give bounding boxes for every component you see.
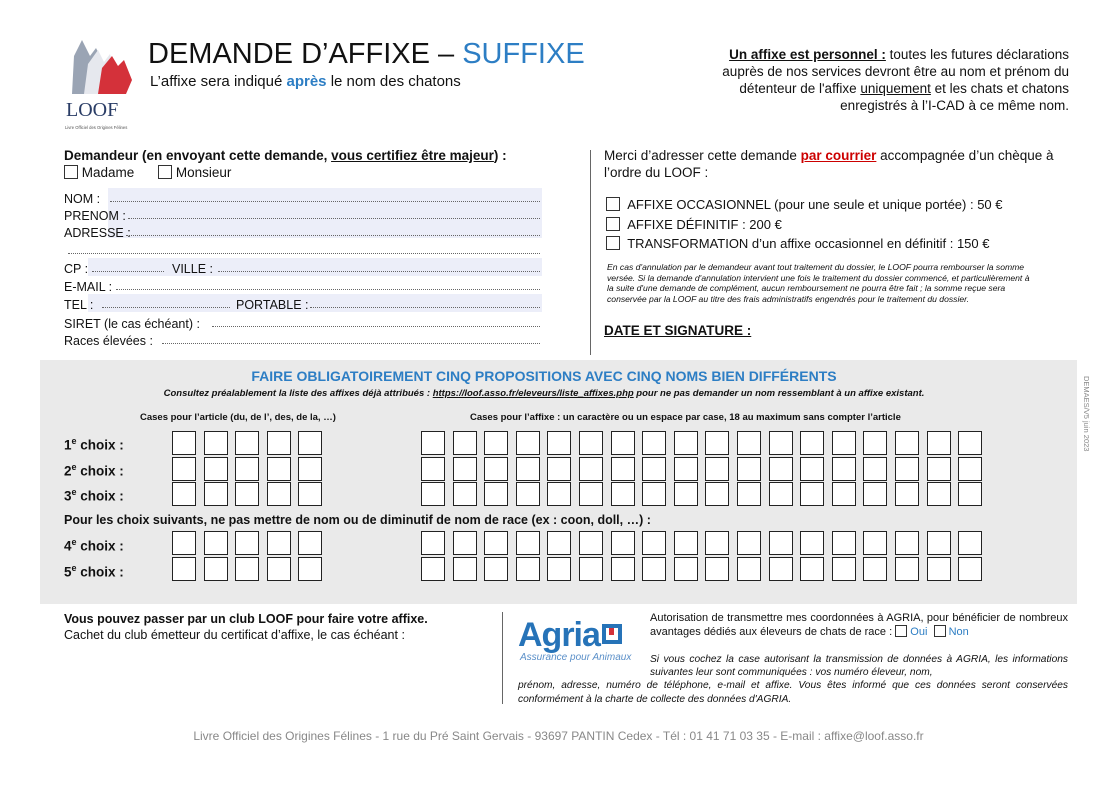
document-code: DEMAES/V5 juin 2023 xyxy=(1082,376,1091,452)
option-transformation[interactable]: TRANSFORMATION d’un affixe occasionnel en définitif : 150 € xyxy=(606,236,989,251)
siret-field[interactable] xyxy=(212,317,540,327)
article-boxes-header: Cases pour l’article (du, de l’, des, de la, …) xyxy=(140,412,336,423)
occasionnel-checkbox[interactable] xyxy=(606,197,620,211)
option-occasionnel[interactable]: AFFIXE OCCASIONNEL (pour une seule et unique portée) : 50 € xyxy=(606,197,1003,212)
choice-1-label: 1e choix : xyxy=(64,436,124,453)
page-title: DEMANDE D’AFFIXE – SUFFIXE xyxy=(148,38,585,70)
madame-label: Madame xyxy=(81,165,135,180)
nom-field[interactable] xyxy=(110,192,540,202)
email-label: E-MAIL : xyxy=(64,280,113,294)
portable-label: PORTABLE : xyxy=(236,298,309,312)
choice-3-label: 3e choix : xyxy=(64,487,124,504)
payment-instructions: Merci d’adresser cette demande par courrier accompagnée d’un chèque à l’ordre du LOOF : xyxy=(604,148,1054,180)
races-field[interactable] xyxy=(162,334,540,344)
choice-2-label: 2e choix : xyxy=(64,462,124,479)
tel-field[interactable] xyxy=(102,298,230,308)
affix-boxes-header: Cases pour l’affixe : un caractère ou un espace par case, 18 au maximum sans compter l’article xyxy=(470,412,901,423)
personal-affix-note: Un affixe est personnel : toutes les futures déclarations auprès de nos services devront être au nom et prénom du détenteur de l'affixe uniquement et les chats et chatons enregistrés à l’I-CAD à ce même nom. xyxy=(722,47,1069,113)
club-note: Vous pouvez passer par un club LOOF pour faire votre affixe. xyxy=(64,612,428,626)
cancellation-note: En cas d'annulation par le demandeur avant tout traitement du dossier, le LOOF pourra rembourser la somme versée. Si la demande d'annulation intervient une fois le traitement du dossier commencé, et particulièrement à la suite d'une demande de complément, aucun remboursement ne pourra être fait ; la somme reçue sera conservée par la LOOF au titre des frais administratifs engendrés pour le traitement du dossier. xyxy=(607,262,1030,304)
agria-transmission-note: Si vous cochez la case autorisant la transmission de données à AGRIA, les informations suivantes leur sont communiquées : vos numéro éleveur, nom, prénom, adresse, numéro de téléphone, e-mail et affixe. Vous êtes informé que ces données seront conservées conformément à la charte de collecte des données d'AGRIA. xyxy=(518,654,1068,705)
applicant-heading: Demandeur (en envoyant cette demande, vous certifiez être majeur) : xyxy=(64,148,507,163)
adresse-field[interactable] xyxy=(126,226,540,236)
monsieur-label: Monsieur xyxy=(175,165,232,180)
portable-field[interactable] xyxy=(310,298,540,308)
siret-label: SIRET (le cas échéant) : xyxy=(64,317,200,331)
bottom-divider xyxy=(502,612,503,704)
ville-label: VILLE : xyxy=(172,262,213,276)
transformation-checkbox[interactable] xyxy=(606,236,620,250)
prenom-field[interactable] xyxy=(128,209,540,219)
cat-logo-icon xyxy=(64,34,138,134)
loof-logo xyxy=(64,34,138,134)
definitif-checkbox[interactable] xyxy=(606,217,620,231)
agria-oui-checkbox[interactable] xyxy=(895,625,907,637)
svg-text:LOOF: LOOF xyxy=(66,99,119,121)
club-stamp-label: Cachet du club émetteur du certificat d’affixe, le cas échéant : xyxy=(64,628,405,642)
column-divider xyxy=(590,150,591,355)
agria-logo: Agria Assurance pour Animaux xyxy=(518,616,632,663)
agria-authorization: Autorisation de transmettre mes coordonnées à AGRIA, pour bénéficier de nombreux avantages dédiés aux éleveurs de chats de race : Oui Non xyxy=(650,612,1068,638)
ville-field[interactable] xyxy=(218,262,540,272)
date-signature-label: DATE ET SIGNATURE : xyxy=(604,323,752,338)
proposals-title: FAIRE OBLIGATOIREMENT CINQ PROPOSITIONS AVEC CINQ NOMS BIEN DIFFÉRENTS xyxy=(251,368,837,384)
monsieur-checkbox[interactable] xyxy=(158,165,172,179)
madame-checkbox[interactable] xyxy=(64,165,78,179)
civility-row xyxy=(64,165,231,180)
following-choices-note: Pour les choix suivants, ne pas mettre de nom ou de diminutif de nom de race (ex : coon, doll, …) : xyxy=(64,513,651,527)
prenom-label: PRENOM : xyxy=(64,209,126,223)
page-subtitle: L’affixe sera indiqué après le nom des chatons xyxy=(150,73,461,90)
option-definitif[interactable]: AFFIXE DÉFINITIF : 200 € xyxy=(606,217,782,232)
svg-text:Livre Officiel des Origines Fé: Livre Officiel des Origines Félines xyxy=(65,125,128,130)
agria-mark-icon xyxy=(602,624,622,644)
choice-5-label: 5e choix : xyxy=(64,563,124,580)
cp-label: CP : xyxy=(64,262,89,276)
consult-note: Consultez préalablement la liste des affixes déjà attribués : https://loof.asso.fr/eleveurs/liste_affixes.php pour ne pas demander un nom ressemblant à un affixe existant. xyxy=(163,388,925,399)
nom-label: NOM : xyxy=(64,192,101,206)
email-field[interactable] xyxy=(116,280,540,290)
choice-4-label: 4e choix : xyxy=(64,537,124,554)
cp-field[interactable] xyxy=(92,262,164,272)
agria-non-checkbox[interactable] xyxy=(934,625,946,637)
footer-address: Livre Officiel des Origines Félines - 1 rue du Pré Saint Gervais - 93697 PANTIN Cedex - Tél : 01 41 71 03 35 - E-mail : affixe@loof.asso.fr xyxy=(193,729,924,743)
races-label: Races élevées : xyxy=(64,334,153,348)
adresse-label: ADRESSE : xyxy=(64,226,131,240)
tel-label: TEL : xyxy=(64,298,94,312)
adresse-field-line2[interactable] xyxy=(68,244,540,254)
affix-list-link[interactable]: https://loof.asso.fr/eleveurs/liste_affixes.php xyxy=(432,388,634,399)
